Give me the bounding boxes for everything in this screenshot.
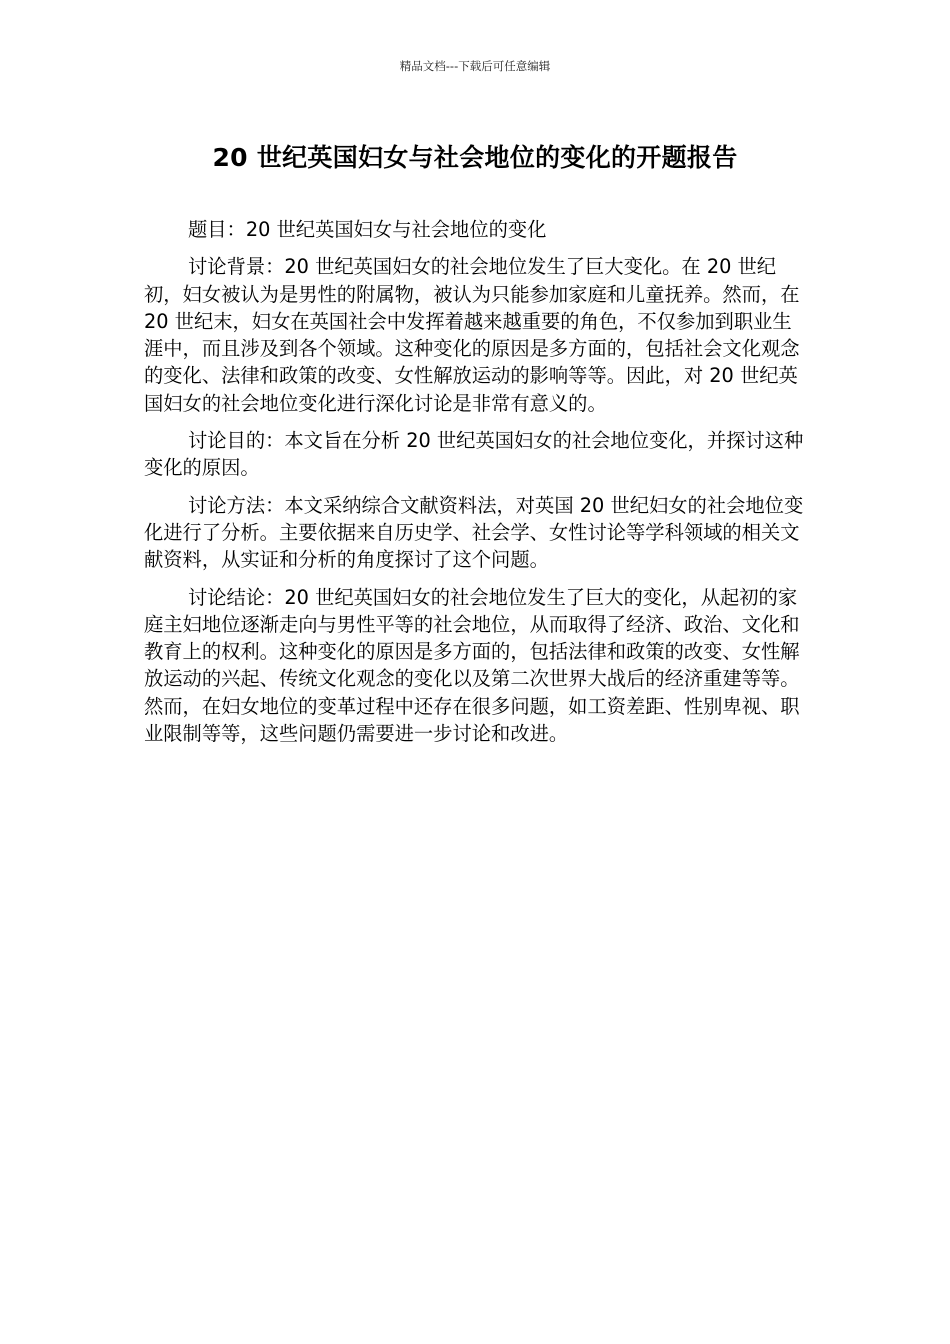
header-note: 精品文档---下载后可任意编辑: [399, 59, 551, 73]
conclusion-paragraph: 讨论结论：20 世纪英国妇女的社会地位发生了巨大的变化，从起初的家庭主妇地位逐渐走向与男性平等的社会地位，从而取得了经济、政治、文化和教育上的权利。这种变化的原因是多方面的，包括法律和政策的改变、女性解放运动的兴起、传统文化观念的变化以及第二次世界大战后的经济重建等等。然而，在妇女地位的变革过程中还存在很多问题，如工资差距、性别卑视、职业限制等等，这些问题仍需要进一步讨论和改进。: [144, 585, 800, 746]
document-title: 20 世纪英国妇女与社会地位的变化的开题报告: [212, 143, 738, 172]
purpose-paragraph: 讨论目的：本文旨在分析 20 世纪英国妇女的社会地位变化，并探讨这种变化的原因。: [144, 429, 804, 480]
background-paragraph: 讨论背景：20 世纪英国妇女的社会地位发生了巨大变化。在 20 世纪初，妇女被认为是男性的附属物，被认为只能参加家庭和儿童抚养。然而，在 20 世纪末，妇女在英国社会中发挥着越来越重要的角色，不仅参加到职业生涯中，而且涉及到各个领域。这种变化的原因是多方面的，包括社会文化观念的变化、法律和政策的改变、女性解放运动的影响等等。因此，对 20 世纪英国妇女的社会地位变化进行深化讨论是非常有意义的。: [144, 255, 800, 415]
method-paragraph: 讨论方法：本文采纳综合文献资料法，对英国 20 世纪妇女的社会地位变化进行了分析。主要依据来自历史学、社会学、女性讨论等学科领域的相关文献资料，从实证和分析的角度探讨了这个问题。: [144, 493, 804, 572]
topic-paragraph: 题目：20 世纪英国妇女与社会地位的变化: [188, 218, 547, 241]
document-body: [144, 216, 807, 757]
